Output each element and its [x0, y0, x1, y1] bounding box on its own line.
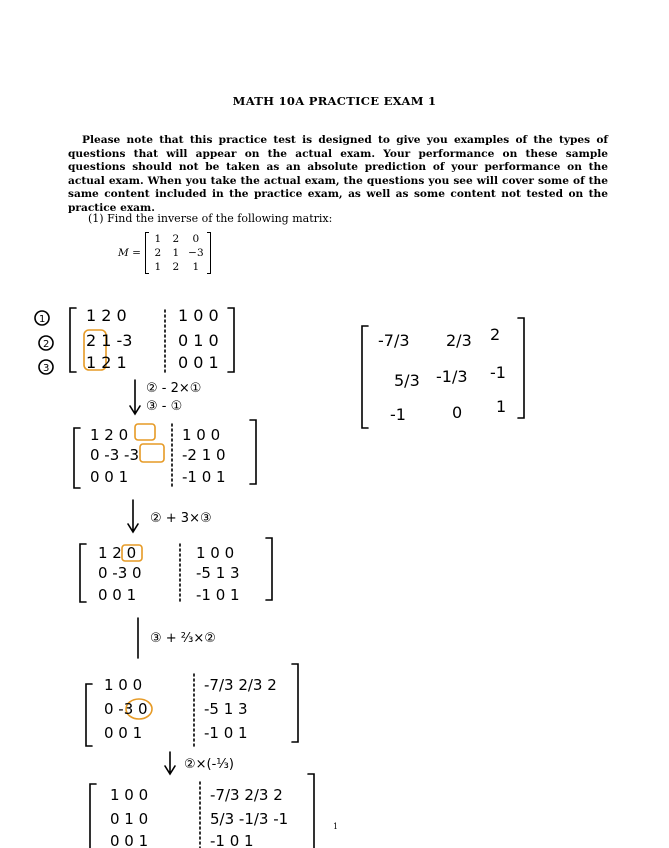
matrix-m	[118, 232, 211, 274]
svg-text:1 0 0: 1 0 0	[110, 786, 149, 804]
svg-text:0 -3 0: 0 -3 0	[98, 564, 142, 582]
svg-text:1 0 0: 1 0 0	[104, 676, 143, 694]
svg-text:1 2 0: 1 2 0	[86, 306, 127, 325]
svg-text:1 2 1: 1 2 1	[86, 353, 127, 372]
svg-text:-1 0 1: -1 0 1	[196, 586, 240, 604]
handwritten-solution	[0, 290, 669, 848]
matrix-cell: 2	[154, 247, 162, 259]
hw-answer-matrix	[362, 318, 524, 428]
svg-text:②×(-⅓): ②×(-⅓)	[184, 757, 234, 772]
svg-text:2: 2	[490, 325, 501, 344]
svg-text:0 -3 -3: 0 -3 -3	[90, 446, 139, 464]
svg-text:-1: -1	[390, 405, 406, 424]
intro-paragraph: Please note that this practice test is designed to give you examples of the types of questions that will appear on the actual exam. Your performance on these sample questions should not be taken as an absolute prediction of your performance on the actual exam. When you take the actual exam, the questions you see will cover some of the same content included in the practice exam, as well as some content not tested on the practice exam.	[68, 134, 608, 214]
svg-text:1 2 0: 1 2 0	[90, 426, 129, 444]
hw-matrix-5	[90, 774, 314, 848]
page-number: 1	[333, 822, 339, 831]
svg-text:0 0 1: 0 0 1	[178, 353, 219, 372]
svg-text:1 0 0: 1 0 0	[196, 544, 235, 562]
svg-text:0 0 1: 0 0 1	[98, 586, 137, 604]
svg-text:③ - ①: ③ - ①	[146, 399, 183, 414]
svg-text:1: 1	[39, 314, 46, 325]
question-1-text: (1) Find the inverse of the following matrix:	[88, 212, 333, 225]
svg-text:2/3: 2/3	[446, 331, 472, 350]
svg-text:3: 3	[43, 363, 50, 374]
matrix-cell: 1	[172, 247, 180, 259]
matrix-cell: −3	[188, 247, 204, 259]
matrix-cell: 1	[192, 261, 200, 273]
hw-matrix-1	[70, 306, 234, 374]
svg-text:0 0 1: 0 0 1	[110, 832, 149, 848]
hw-matrix-3	[80, 538, 272, 604]
svg-text:0 1 0: 0 1 0	[178, 331, 219, 350]
handwriting-drawing	[0, 290, 669, 848]
matrix-cell: 2	[172, 233, 180, 245]
svg-text:-1 0 1: -1 0 1	[210, 832, 254, 848]
svg-text:2: 2	[43, 339, 50, 350]
svg-text:0 0 1: 0 0 1	[104, 724, 143, 742]
matrix-grid	[145, 232, 211, 274]
matrix-cell: 2	[172, 261, 180, 273]
svg-text:② + 3×③: ② + 3×③	[150, 511, 212, 526]
svg-text:1: 1	[496, 397, 507, 416]
svg-text:0 1 0: 0 1 0	[110, 810, 149, 828]
svg-text:-5 1 3: -5 1 3	[204, 700, 248, 718]
svg-text:-1 0 1: -1 0 1	[204, 724, 248, 742]
matrix-cell: 1	[154, 233, 162, 245]
matrix-label: M =	[118, 247, 141, 259]
svg-text:-7/3: -7/3	[378, 331, 410, 350]
svg-text:-1 0 1: -1 0 1	[182, 468, 226, 486]
row-number-circles	[35, 311, 53, 374]
matrix-cell: 0	[192, 233, 200, 245]
page-title: MATH 10A PRACTICE EXAM 1	[232, 94, 437, 108]
svg-text:-2 1 0: -2 1 0	[182, 446, 226, 464]
svg-text:5/3 -1/3 -1: 5/3 -1/3 -1	[210, 810, 289, 828]
svg-text:1 0 0: 1 0 0	[178, 306, 219, 325]
svg-text:-1: -1	[490, 363, 506, 382]
svg-text:1 0 0: 1 0 0	[182, 426, 221, 444]
hw-matrix-4	[86, 664, 298, 748]
svg-text:1 2 0: 1 2 0	[98, 544, 137, 562]
svg-text:5/3: 5/3	[394, 371, 420, 390]
svg-text:2 1 -3: 2 1 -3	[86, 331, 133, 350]
svg-text:0: 0	[452, 403, 463, 422]
svg-text:-1/3: -1/3	[436, 367, 468, 386]
matrix-cell: 1	[154, 261, 162, 273]
svg-text:③ + ⅔×②: ③ + ⅔×②	[150, 631, 216, 646]
svg-text:-5 1 3: -5 1 3	[196, 564, 240, 582]
svg-text:② - 2×①: ② - 2×①	[146, 381, 202, 396]
svg-text:-7/3 2/3 2: -7/3 2/3 2	[204, 676, 277, 694]
svg-text:0 -3 0: 0 -3 0	[104, 700, 148, 718]
svg-text:0 0 1: 0 0 1	[90, 468, 129, 486]
hw-matrix-2	[74, 420, 256, 488]
svg-text:-7/3 2/3 2: -7/3 2/3 2	[210, 786, 283, 804]
